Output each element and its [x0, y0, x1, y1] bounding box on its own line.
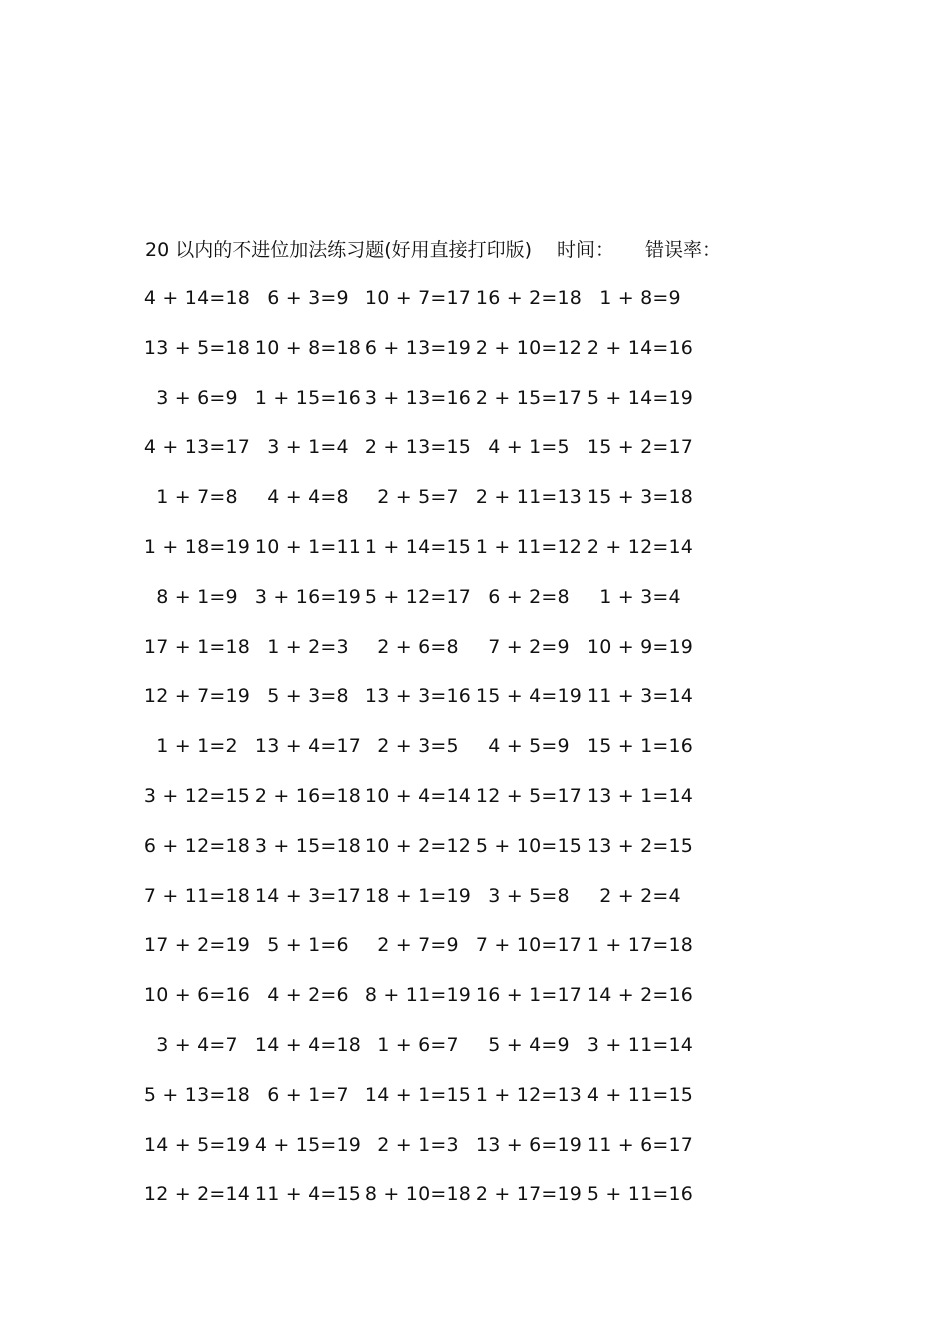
addition-problem: 3 + 11=14: [586, 1034, 694, 1056]
addition-problem: 5 + 12=17: [364, 585, 472, 608]
addition-problem: 3 + 16=19: [254, 585, 362, 608]
addition-problem: 1 + 17=18: [586, 934, 694, 957]
problem-row: [0, 583, 950, 611]
problem-row: [0, 1131, 950, 1159]
addition-problem: 10 + 7=17: [364, 287, 472, 309]
addition-problem: 1 + 3=4: [599, 585, 681, 608]
addition-problem: 11 + 6=17: [586, 1133, 694, 1156]
addition-problem: 5 + 1=6: [267, 934, 349, 957]
addition-problem: 2 + 5=7: [377, 486, 459, 509]
addition-problem: 5 + 10=15: [475, 834, 583, 857]
problem-row: [0, 533, 950, 561]
addition-problem: 13 + 3=16: [364, 685, 472, 708]
addition-problem: 12 + 7=19: [143, 685, 251, 708]
problem-row: [0, 931, 950, 959]
addition-problem: 1 + 18=19: [143, 536, 251, 558]
addition-problem: 1 + 8=9: [599, 287, 681, 309]
addition-problem: 3 + 4=7: [156, 1034, 238, 1056]
error-rate-label: 错误率：: [645, 239, 722, 261]
worksheet-header: [145, 236, 785, 264]
addition-problem: 2 + 3=5: [377, 735, 459, 758]
problem-row: [0, 483, 950, 511]
addition-problem: 6 + 3=9: [267, 287, 349, 309]
addition-problem: 7 + 10=17: [475, 934, 583, 957]
addition-problem: 11 + 3=14: [586, 685, 694, 708]
problem-row: [0, 334, 950, 362]
addition-problem: 12 + 5=17: [475, 785, 583, 807]
addition-problem: 6 + 13=19: [364, 336, 472, 359]
addition-problem: 15 + 1=16: [586, 735, 694, 758]
addition-problem: 1 + 1=2: [156, 735, 238, 758]
addition-problem: 3 + 12=15: [143, 785, 251, 807]
addition-problem: 2 + 11=13: [475, 486, 583, 509]
addition-problem: 16 + 2=18: [475, 287, 583, 309]
addition-problem: 15 + 3=18: [586, 486, 694, 509]
addition-problem: 6 + 2=8: [488, 585, 570, 608]
problem-row: [0, 384, 950, 412]
addition-problem: 8 + 11=19: [364, 984, 472, 1007]
addition-problem: 4 + 1=5: [488, 436, 570, 459]
addition-problem: 6 + 1=7: [267, 1083, 349, 1106]
addition-problem: 14 + 2=16: [586, 984, 694, 1007]
problem-row: [0, 981, 950, 1009]
problem-row: [0, 284, 950, 312]
problem-row: [0, 1180, 950, 1208]
addition-problem: 10 + 1=11: [254, 536, 362, 558]
addition-problem: 13 + 5=18: [143, 336, 251, 359]
addition-problem: 15 + 2=17: [586, 436, 694, 459]
addition-problem: 2 + 12=14: [586, 536, 694, 558]
addition-problem: 1 + 6=7: [377, 1034, 459, 1056]
addition-problem: 1 + 12=13: [475, 1083, 583, 1106]
addition-problem: 3 + 1=4: [267, 436, 349, 459]
problem-row: [0, 1081, 950, 1109]
problem-row: [0, 682, 950, 710]
addition-problem: 2 + 14=16: [586, 336, 694, 359]
addition-problem: 2 + 16=18: [254, 785, 362, 807]
addition-problem: 2 + 13=15: [364, 436, 472, 459]
problem-row: [0, 433, 950, 461]
addition-problem: 4 + 14=18: [143, 287, 251, 309]
addition-problem: 17 + 2=19: [143, 934, 251, 957]
addition-problem: 13 + 2=15: [586, 834, 694, 857]
problem-row: [0, 882, 950, 910]
addition-problem: 5 + 4=9: [488, 1034, 570, 1056]
addition-problem: 18 + 1=19: [364, 884, 472, 907]
addition-problem: 6 + 12=18: [143, 834, 251, 857]
addition-problem: 1 + 7=8: [156, 486, 238, 509]
addition-problem: 1 + 14=15: [364, 536, 472, 558]
addition-problem: 10 + 4=14: [364, 785, 472, 807]
addition-problem: 14 + 3=17: [254, 884, 362, 907]
addition-problem: 7 + 11=18: [143, 884, 251, 907]
addition-problem: 5 + 11=16: [586, 1183, 694, 1206]
addition-problem: 7 + 2=9: [488, 635, 570, 658]
addition-problem: 13 + 1=14: [586, 785, 694, 807]
addition-problem: 2 + 2=4: [599, 884, 681, 907]
addition-problem: 2 + 15=17: [475, 386, 583, 409]
addition-problem: 11 + 4=15: [254, 1183, 362, 1206]
addition-problem: 14 + 1=15: [364, 1083, 472, 1106]
problem-row: [0, 1031, 950, 1059]
addition-problem: 5 + 14=19: [586, 386, 694, 409]
addition-problem: 8 + 10=18: [364, 1183, 472, 1206]
problem-row: [0, 633, 950, 661]
addition-problem: 10 + 8=18: [254, 336, 362, 359]
worksheet-title: 20 以内的不进位加法练习题(好用直接打印版): [145, 239, 533, 261]
addition-problem: 2 + 7=9: [377, 934, 459, 957]
addition-problem: 4 + 2=6: [267, 984, 349, 1007]
addition-problem: 3 + 6=9: [156, 386, 238, 409]
problem-row: [0, 732, 950, 760]
addition-problem: 1 + 11=12: [475, 536, 583, 558]
time-label: 时间：: [557, 239, 615, 261]
addition-problem: 13 + 6=19: [475, 1133, 583, 1156]
addition-problem: 3 + 5=8: [488, 884, 570, 907]
addition-problem: 3 + 13=16: [364, 386, 472, 409]
addition-problem: 2 + 10=12: [475, 336, 583, 359]
addition-problem: 14 + 4=18: [254, 1034, 362, 1056]
addition-problem: 5 + 3=8: [267, 685, 349, 708]
addition-problem: 2 + 17=19: [475, 1183, 583, 1206]
addition-problem: 8 + 1=9: [156, 585, 238, 608]
addition-problem: 4 + 5=9: [488, 735, 570, 758]
addition-problem: 5 + 13=18: [143, 1083, 251, 1106]
addition-problem: 15 + 4=19: [475, 685, 583, 708]
addition-problem: 14 + 5=19: [143, 1133, 251, 1156]
problem-row: [0, 782, 950, 810]
addition-problem: 10 + 9=19: [586, 635, 694, 658]
addition-problem: 1 + 15=16: [254, 386, 362, 409]
addition-problem: 13 + 4=17: [254, 735, 362, 758]
addition-problem: 4 + 4=8: [267, 486, 349, 509]
addition-problem: 10 + 6=16: [143, 984, 251, 1007]
addition-problem: 4 + 15=19: [254, 1133, 362, 1156]
addition-problem: 2 + 6=8: [377, 635, 459, 658]
addition-problem: 12 + 2=14: [143, 1183, 251, 1206]
addition-problem: 1 + 2=3: [267, 635, 349, 658]
addition-problem: 10 + 2=12: [364, 834, 472, 857]
addition-problem: 3 + 15=18: [254, 834, 362, 857]
addition-problem: 16 + 1=17: [475, 984, 583, 1007]
addition-problem: 4 + 13=17: [143, 436, 251, 459]
addition-problem: 17 + 1=18: [143, 635, 251, 658]
addition-problem: 4 + 11=15: [586, 1083, 694, 1106]
addition-problem: 2 + 1=3: [377, 1133, 459, 1156]
problem-row: [0, 832, 950, 860]
